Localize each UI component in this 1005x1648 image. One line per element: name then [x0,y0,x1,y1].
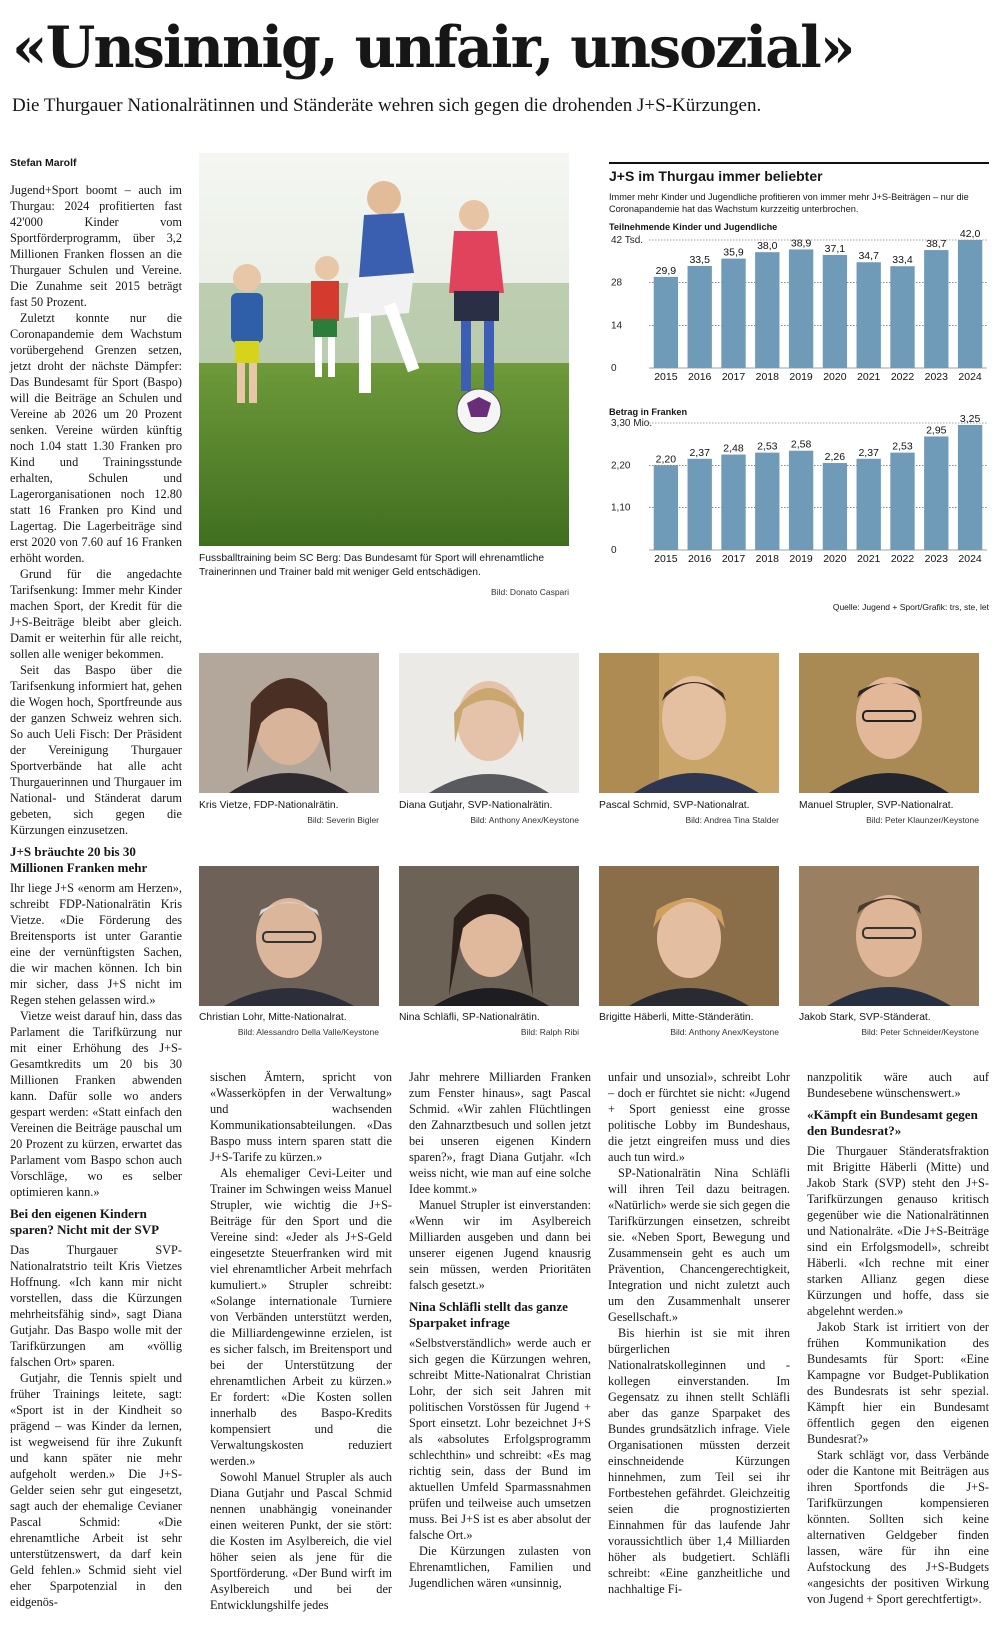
subheading: Bei den eigenen Kindern sparen? Nicht mit der SVP [10,1206,160,1237]
bar [755,453,779,550]
paragraph: Manuel Strupler ist einverstanden: «Wenn wir im Asylbereich Milliarden ausgeben und dann bei unserer eigenen Jugend knausrig sein müssen, werden Prioritäten falsch gesetzt.» [409,1198,591,1292]
paragraph: sischen Ämtern, spricht von «Wasserköpfen in der Verwaltung» und wachsenden Kommunikationsabteilungen. «Das Baspo muss intern sparen statt die J+S-Tarife zu kürzen.» [210,1070,392,1164]
subtitle: Die Thurgauer Nationalrätinnen und Ständeräte wehren sich gegen die drohenden J+S-Kürzungen. [12,95,762,116]
paragraph: Die Kürzungen zulasten von Ehrenamtlichen, Familien und Jugendlichen wären «unsinnig, [409,1544,591,1590]
x-tick-label: 2022 [890,553,915,565]
headline: «Unsinnig, unfair, unsozial» [12,14,854,81]
x-tick-label: 2024 [958,371,982,383]
chart-1-label: Teilnehmende Kinder und Jugendliche [609,222,778,232]
portrait-lohr [199,866,379,1006]
portrait-credit: Bild: Anthony Anex/Keystone [670,1027,779,1037]
portrait-caption: Brigitte Häberli, Mitte-Ständerätin. [599,1012,754,1023]
paragraph: Seit das Baspo über die Tarifsenkung informiert hat, gehen die Wogen hoch, Sportfreunde aus der ganzen Schweiz wehren sich. So auch Ueli Fisch: Der Präsident der Vereinigung Thurgauer Sportverbände hat alle acht Thurgauerinnen und Thurgauer im National- und Ständerat darum gebeten, sich gegen die Kürzungen einzusetzen. [10,663,182,837]
bar [789,249,813,368]
portrait-haeberli [599,866,779,1006]
portrait-stark [799,866,979,1006]
bar [857,262,881,368]
data-label: 33,4 [892,254,913,267]
data-label: 2,37 [858,446,879,459]
y-tick-label: 2,20 [611,460,631,472]
portrait-caption: Manuel Strupler, SVP-Nationalrat. [799,800,954,811]
data-label: 33,5 [689,253,710,266]
data-label: 2,37 [689,446,710,459]
article-column-5 [807,1069,989,1607]
paragraph: Jugend+Sport boomt – auch im Thurgau: 2024 profitierten fast 42'000 Kinder vom Sportförderprogramm, über 3,2 Millionen Franken flossen an die Thurgauer Schulen und Vereine. Die Zunahme seit 2015 beträgt fast 50 Prozent. [10,183,182,309]
portrait-credit: Bild: Andrea Tina Stalder [685,815,779,825]
data-label: 42,0 [959,228,981,240]
bar [857,459,881,550]
bar [755,252,779,368]
portrait-credit: Bild: Peter Schneider/Keystone [861,1027,979,1037]
main-photo-caption: Fussballtraining beim SC Berg: Das Bundesamt für Sport will ehrenamtliche Trainerinnen und Trainer bald mit weniger Geld entschädigen. [199,553,545,578]
paragraph: Jakob Stark ist irritiert von der frühen Kommunikation des Bundesamts für Sport: «Eine Kampagne vor Budget-Publikation des Bundesrats ist sehr spezial. Kämpft hier ein Bundesamt öffentlich gegen den eigenen Bundesrat?» [807,1320,989,1446]
paragraph: Stark schlägt vor, dass Verbände oder die Kantone mit Beiträgen aus ihren Sportfonds die J+S-Tarifkürzungen kompensieren könnten. Sollten sich keine alternativen Geldgeber finden lassen, wäre für ihn eine Aufstockung des J+S-Budgets «angesichts der positiven Wirkung von Jugend + Sport gerechtfertigt». [807,1448,989,1606]
data-label: 2,58 [790,438,812,451]
bar [823,255,847,368]
main-photo [199,153,569,546]
portrait-caption: Pascal Schmid, SVP-Nationalrat. [599,800,750,811]
bar [958,240,982,368]
portrait-schmid [599,653,779,793]
byline: Stefan Marolf [10,157,77,169]
chart-top-rule [609,162,989,164]
paragraph: Jahr mehrere Milliarden Franken zum Fenster hinaus», sagt Pascal Schmid. «Wir zahlen Flüchtlingen den Zahnarztbesuch und sollen jetzt bei unseren eigenen Kindern sparen?», fragt Diana Gutjahr. «Ich weiss nicht, wie man auf eine solche Idee kommt.» [409,1070,591,1196]
data-label: 34,7 [858,250,879,263]
portrait-caption: Diana Gutjahr, SVP-Nationalrätin. [399,800,553,811]
x-tick-label: 2015 [654,553,678,565]
portrait-vietze [199,653,379,793]
data-label: 29,9 [655,264,677,277]
x-tick-label: 2024 [958,553,982,565]
bar [721,455,745,550]
paragraph: «Selbstverständlich» werde auch er sich gegen die Kürzungen wehren, schreibt Mitte-Nationalrat Christian Lohr, der sich seit Jahren mit politischen Vorstössen für Jugend + Sport einsetzt. Lohr bezeichnet J+S als «absolutes Erfolgsprogramm schlechthin» und schreibt: «Es mag richtig sein, dass der Bund im aktuellen Umfeld Sparmassnahmen prüfen und teilweise auch umsetzen muss. Bei J+S ist es aber absolut der falsche Ort.» [409,1336,591,1542]
paragraph: Bis hierhin ist sie mit ihren bürgerlichen Nationalratskolleginnen und -kollegen einverstanden. Im Gegensatz zu ihnen stellt Schläfli aber das ganze Sparpaket des Bundes grundsätzlich infrage. Viele Organisationen müssten derzeit einschneidende Kürzungen hinnehmen, zum Teil sei ihr Fortbestehen gefährdet. Gleichzeitig seien die prognostizierten Einnahmen für das laufende Jahr voraussichtlich über 1,4 Milliarden höher als budgetiert. Schläfli schreibt: «Eine ganzheitliche und nachhaltige Fi- [608,1326,790,1596]
x-tick-label: 2019 [789,553,813,565]
bar [654,465,678,550]
y-tick-label: 28 [611,277,623,289]
paragraph: SP-Nationalrätin Nina Schläfli will ihren Teil dazu beitragen. «Natürlich» werde sie sich gegen die Tarifkürzungen einsetzen, schreibt sie. «Neben Sport, Bewegung und Zusammensein geht es auch um Prävention, Chancengerechtigkeit, Integration und nicht zuletzt auch um den Zusammenhalt unserer Gesellschaft.» [608,1166,790,1324]
bar [890,453,914,550]
portrait-schlaefli [399,866,579,1006]
article-column-3 [409,1069,591,1591]
portrait-credit: Bild: Anthony Anex/Keystone [470,815,579,825]
portrait-gutjahr [399,653,579,793]
x-tick-label: 2015 [654,371,678,383]
subheading: Nina Schläfli stellt das ganze Sparpaket infrage [409,1299,568,1330]
x-tick-label: 2016 [688,371,712,383]
x-tick-label: 2021 [857,553,881,565]
data-label: 2,95 [926,424,947,437]
data-label: 37,1 [824,242,846,255]
portrait-credit: Bild: Severin Bigler [307,815,379,825]
portrait-strupler [799,653,979,793]
portrait-credit: Bild: Alessandro Della Valle/Keystone [237,1027,379,1037]
x-tick-label: 2023 [924,371,948,383]
chart-subtitle: Immer mehr Kinder und Jugendliche profitieren von immer mehr J+S-Beiträgen – nur die Coronapandemie hat das Wachstum kurzzeitig unterbrochen. [609,192,969,214]
subheading: J+S bräuchte 20 bis 30 Millionen Franken mehr [10,844,148,875]
paragraph: Sowohl Manuel Strupler als auch Diana Gutjahr und Pascal Schmid nennen unabhängig voneinander einen weiteren Punkt, der sie stört: die Kosten im Asylbereich, die viel höher seien als jene für die Sportförderung. «Der Bund wirft im Asylbereich und bei der Entwicklungshilfe jedes [210,1470,392,1612]
portrait-caption: Kris Vietze, FDP-Nationalrätin. [199,800,339,811]
bar [688,266,712,368]
x-tick-label: 2022 [890,371,915,383]
paragraph: Ihr liege J+S «enorm am Herzen», schreibt FDP-Nationalrätin Kris Vietze. «Die Förderung des Breitensports ist unter Garantie eine der vernünftigsten Sachen, die wir machen können. Ich bin mir sicher, dass J+S nicht im Regen stehen gelassen wird.» [10,881,182,1007]
x-tick-label: 2017 [721,371,746,383]
bar [789,451,813,550]
data-label: 38,7 [926,238,947,251]
portrait-credit: Bild: Peter Klaunzer/Keystone [866,815,979,825]
bar-charts [609,218,989,598]
paragraph: Gutjahr, die Tennis spielt und früher Trainings leitete, sagt: «Sport ist in der Kindheit so prägend – was Kinder da lernen, ist wegweisend für ihre Zukunft und kann später nie mehr aufgeholt werden.» Die J+S-Gelder seien sehr gut eingesetzt, sagt auch der ehemalige Cevianer Pascal Schmid: «Die ehrenamtliche Arbeit ist sehr unterstützenswert, da darf kein Geld fehlen.» Schmid sieht viel eher Sparpotenzial in den eidgenös- [10,1371,182,1609]
data-label: 35,9 [723,246,744,259]
y-tick-label: 0 [611,363,617,374]
article-column-2 [210,1069,392,1613]
portrait-caption: Nina Schläfli, SP-Nationalrätin. [399,1012,540,1023]
bar [654,277,678,368]
data-label: 3,25 [959,412,981,425]
y-tick-label: 1,10 [611,502,631,514]
portrait-credit: Bild: Ralph Ribi [520,1027,579,1037]
paragraph: unfair und unsozial», schreibt Lohr – doch er fürchtet sie nicht: «Jugend + Sport geniesst eine grosse politische Lobby im Bundeshaus, die jetzt eingreifen muss und dies auch tun wird.» [608,1070,790,1164]
x-tick-label: 2020 [823,371,847,383]
bar [924,250,948,368]
y-tick-label: 14 [611,320,623,332]
paragraph: Das Thurgauer SVP-Nationalratstrio teilt Kris Vietzes Hoffnung. «Ich kann mir nicht vorstellen, dass die Kürzungen mehrheitsfähig sind», sagt Diana Gutjahr. Das Baspo wolle mit der Tarifkürzungen am «völlig falschen Ort» sparen. [10,1243,182,1369]
chart-title: J+S im Thurgau immer beliebter [609,168,823,184]
paragraph: Die Thurgauer Ständeratsfraktion mit Brigitte Häberli (Mitte) und Jakob Stark (SVP) steht den J+S-Tarifkürzungen genauso kritisch gegenüber wie die Nationalrätinnen und Nationalräte. «Die J+S-Beiträge sind ein Erfolgsmodell», schreibt Häberli. «Ich rechne mit einer starken Allianz gegen diese Kürzungen und hoffe, dass sie abgelehnt werden.» [807,1144,989,1318]
x-tick-label: 2020 [823,553,847,565]
y-tick-label: 0 [611,545,617,556]
x-tick-label: 2016 [688,553,712,565]
y-tick-label: 42 Tsd. [611,235,644,246]
data-label: 2,26 [824,451,846,464]
bar [721,259,745,368]
chart-source: Quelle: Jugend + Sport/Grafik: trs, ste, let [832,602,989,612]
paragraph: nanzpolitik wäre auch auf Bundesebene wünschenswert.» [807,1070,989,1100]
article-column-1 [10,182,182,1648]
data-label: 2,53 [757,440,778,453]
bar [823,463,847,550]
paragraph: Grund für die angedachte Tarifsenkung: Immer mehr Kinder machen Sport, der Kredit für die J+S-Beiträge bleibt aber gleich. Damit er weiterhin für alle reicht, sollen alle weniger bekommen. [10,567,182,661]
x-tick-label: 2021 [857,371,881,383]
chart-2-label: Betrag in Franken [609,407,688,417]
x-tick-label: 2017 [721,553,746,565]
paragraph: Zuletzt konnte nur die Coronapandemie dem Wachstum vorübergehend Grenzen setzen, jetzt droht der nächste Dämpfer: Das Bundesamt für Sport (Baspo) will die Beiträge an Schulen und Vereine ab 2026 um 20 Prozent senken. Vereine würden künftig noch 1.04 statt 1.30 Franken pro Kind und Trainingsstunde erhalten, Schulen und Lagerorganisationen noch 12.80 statt 16 Franken pro Kind und Lagertag. Die Lagerbeiträge sind erst 2020 von 7.60 auf 16 Franken erhöht worden. [10,311,182,565]
bar [924,436,948,550]
paragraph: Vietze weist darauf hin, dass das Parlament die Tarifkürzung nur mit einer Erhöhung des J+S-Gesamtkredits um 20 bis 30 Millionen Franken abwenden kann. Dafür solle wo anders gespart werden: «Statt einfach den Vereinen die Beiträge pauschal um 20 Prozent zu kürzen, erwartet das Parlament vom Baspo schon auch Vorschläge, wo es selber optimieren kann.» [10,1009,182,1199]
y-tick-label: 3,30 Mio. [611,418,653,429]
x-tick-label: 2023 [924,553,948,565]
main-photo-credit: Bild: Donato Caspari [491,587,569,597]
data-label: 38,9 [790,237,812,250]
x-tick-label: 2018 [755,553,779,565]
data-label: 2,53 [892,440,913,453]
data-label: 2,48 [723,442,744,455]
article-column-4 [608,1069,790,1597]
portrait-caption: Christian Lohr, Mitte-Nationalrat. [199,1012,347,1023]
bar [688,459,712,550]
x-tick-label: 2018 [755,371,779,383]
subheading: «Kämpft ein Bundesamt gegen den Bundesrat?» [807,1107,978,1138]
bar [958,425,982,550]
portrait-caption: Jakob Stark, SVP-Ständerat. [799,1012,931,1023]
data-label: 2,20 [655,453,677,466]
x-tick-label: 2019 [789,371,813,383]
data-label: 38,0 [757,240,778,253]
bar [890,266,914,368]
paragraph: Als ehemaliger Cevi-Leiter und Trainer im Schwingen weiss Manuel Strupler, wie wichtig die J+S-Beiträge für den Sport und die Vereine sind: «Jeder als J+S-Geld eingesetzte Steuerfranken wird mit viel ehrenamtlicher Arbeit mehrfach kumuliert.» Strupler schreibt: «Solange internationale Turniere von Verbänden unterstützt werden, die Milliardengewinne erzielen, ist es sicher falsch, im Breitensport und bei der Unterstützung der ehrenamtlichen Arbeit zu kürzen.» Er fordert: «Die Kosten sollen innerhalb des Baspo-Kredits kompensiert und die Verwaltungskosten reduziert werden.» [210,1166,392,1468]
